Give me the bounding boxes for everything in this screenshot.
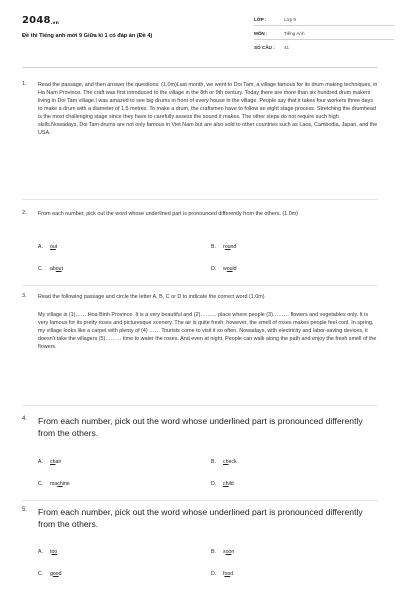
option-letter: C. xyxy=(38,266,44,272)
option-word-post: d xyxy=(58,571,62,577)
option-letter: D. xyxy=(211,481,217,487)
question-text: From each number, pick out the word whose underlined part is pronounced differently from the others. xyxy=(38,507,363,530)
option-d[interactable] xyxy=(211,266,237,272)
question-separator xyxy=(22,285,378,286)
option-letter: C. xyxy=(38,481,44,487)
option-word-post: eck xyxy=(228,459,237,465)
question-1 xyxy=(22,81,378,137)
option-letter: D. xyxy=(211,571,217,577)
option-c[interactable] xyxy=(38,571,62,577)
info-label: SỐ CÂU : xyxy=(254,45,275,50)
question-separator xyxy=(22,405,378,406)
option-word-pre: w xyxy=(223,266,227,272)
question-text: From each number, pick out the word whose underlined part is pronounced differently from the others. xyxy=(38,416,363,439)
option-letter: D. xyxy=(211,266,217,272)
option-letter: B. xyxy=(211,244,216,250)
option-c[interactable] xyxy=(38,266,63,272)
question-4 xyxy=(22,415,378,440)
option-word-post: t xyxy=(55,244,58,250)
option-d[interactable] xyxy=(211,571,233,577)
option-letter: A. xyxy=(38,549,43,555)
option-word-underlined: oo xyxy=(52,571,59,577)
option-word-underlined: oo xyxy=(224,571,231,577)
option-word-underlined: ch xyxy=(223,459,229,465)
info-value: Lớp 9 xyxy=(284,17,296,22)
question-text: From each number, pick out the word whose underlined part is pronounced differently from the others. (1.0m) xyxy=(38,211,298,217)
page-header xyxy=(0,0,400,66)
option-word-underlined: ou xyxy=(224,244,231,250)
option-b[interactable] xyxy=(211,549,234,555)
option-word-post: air xyxy=(55,459,62,465)
option-word-underlined: ch xyxy=(50,459,56,465)
info-value: Tiếng Anh xyxy=(284,31,305,36)
option-word-underlined: ou xyxy=(55,266,62,272)
option-letter: A. xyxy=(38,244,43,250)
option-word-post: nd xyxy=(230,244,237,250)
passage-text: My village is (1)…… Hoa Binh Province. It is a very beautiful and (2)……… place where people (3)……… flowers and vegetables only. It is very famous for its pretty roses and picturesque scenery. The air is quite fresh; however, the smell of roses makes people feel cool. In spring, my village looks like a carpet with plenty of (4) …… Tourists come to visit it so often. Nowadays, with electricity and labor-saving devices, it doesn't take the villagers (5)……… time to water the roses. And even at night, People can walk along the path and enjoy the fresh smell of the flowers. xyxy=(38,312,377,351)
question-separator xyxy=(22,500,378,501)
option-word-post: ld xyxy=(232,266,237,272)
question-3 xyxy=(22,293,378,301)
option-word-pre: t xyxy=(50,549,52,555)
info-divider xyxy=(254,25,394,26)
option-word-post: n xyxy=(231,549,235,555)
option-word-underlined: ou xyxy=(226,266,233,272)
question-number: 1. xyxy=(22,81,27,87)
option-word-post: t xyxy=(61,266,64,272)
page-title: Đề thi Tiếng anh mới 9 Giữa kì 1 có đáp án (Đề 4) xyxy=(22,33,153,39)
option-d[interactable] xyxy=(211,481,234,487)
option-letter: A. xyxy=(38,459,43,465)
logo-main: 2048 xyxy=(22,15,51,26)
info-value: 41 xyxy=(284,45,290,50)
option-word-underlined: oo xyxy=(51,549,58,555)
question-number: 5. xyxy=(22,507,28,513)
info-label: MÔN : xyxy=(254,31,268,36)
info-divider xyxy=(254,39,394,40)
option-word-underlined: ch xyxy=(223,481,229,487)
question-2 xyxy=(22,210,378,218)
option-word-pre: s xyxy=(223,549,226,555)
option-word-post: ine xyxy=(62,481,70,487)
option-word-pre: r xyxy=(223,244,225,250)
option-a[interactable] xyxy=(38,244,57,250)
question-number: 3. xyxy=(22,293,27,299)
reading-passage xyxy=(22,311,378,351)
option-word-underlined: ou xyxy=(50,244,56,250)
option-letter: B. xyxy=(211,459,216,465)
option-c[interactable] xyxy=(38,481,70,487)
question-number: 2. xyxy=(22,210,27,216)
question-text: Read the passage, and then answer the questions: (1.0m)Last month, we went to Doi Tam, a village famous for its drum making techniques, in Ha Nam Province. The craft was first introduced to the village in the 8th or 9th century. Today there are more than six hundred drum makers living in Doi Tam village.I was amazed to see big drums in front of every house in the village. People say that it takes four workers three days to make a drum with a diameter of 1.5 metres. To make a drum, the craftsmen have to follow an eight stage process. Stretching the drumhead is the most challenging stage since they have to carefully assess the sound it makes. The other steps do not require such high skills.Nowadays, Doi Tam drums are not only famous in Viet Nam but are also sold to other countries such as Laos, Cambodia, Japan, and the USA. xyxy=(38,82,378,137)
header-divider xyxy=(22,67,378,68)
option-b[interactable] xyxy=(211,459,237,465)
option-letter: B. xyxy=(211,549,216,555)
question-text: Read the following passage and circle the letter A, B, C or D to indicate the correct word (1.0m) xyxy=(38,294,265,300)
info-label: LỚP : xyxy=(254,17,267,22)
logo-sub: .vn xyxy=(50,21,60,26)
option-a[interactable] xyxy=(38,459,61,465)
option-b[interactable] xyxy=(211,244,236,250)
site-logo[interactable] xyxy=(22,15,59,26)
option-word-pre: ab xyxy=(50,266,56,272)
question-5 xyxy=(22,506,378,531)
option-word-underlined: ch xyxy=(57,481,63,487)
question-number: 4. xyxy=(22,416,28,422)
question-separator xyxy=(22,199,378,200)
option-word-post: ild xyxy=(228,481,234,487)
option-word-underlined: oo xyxy=(225,549,232,555)
option-a[interactable] xyxy=(38,549,57,555)
option-letter: C. xyxy=(38,571,44,577)
option-word-pre: f xyxy=(223,571,225,577)
option-word-pre: ma xyxy=(50,481,58,487)
option-word-post: d xyxy=(230,571,234,577)
option-word-pre: g xyxy=(50,571,53,577)
